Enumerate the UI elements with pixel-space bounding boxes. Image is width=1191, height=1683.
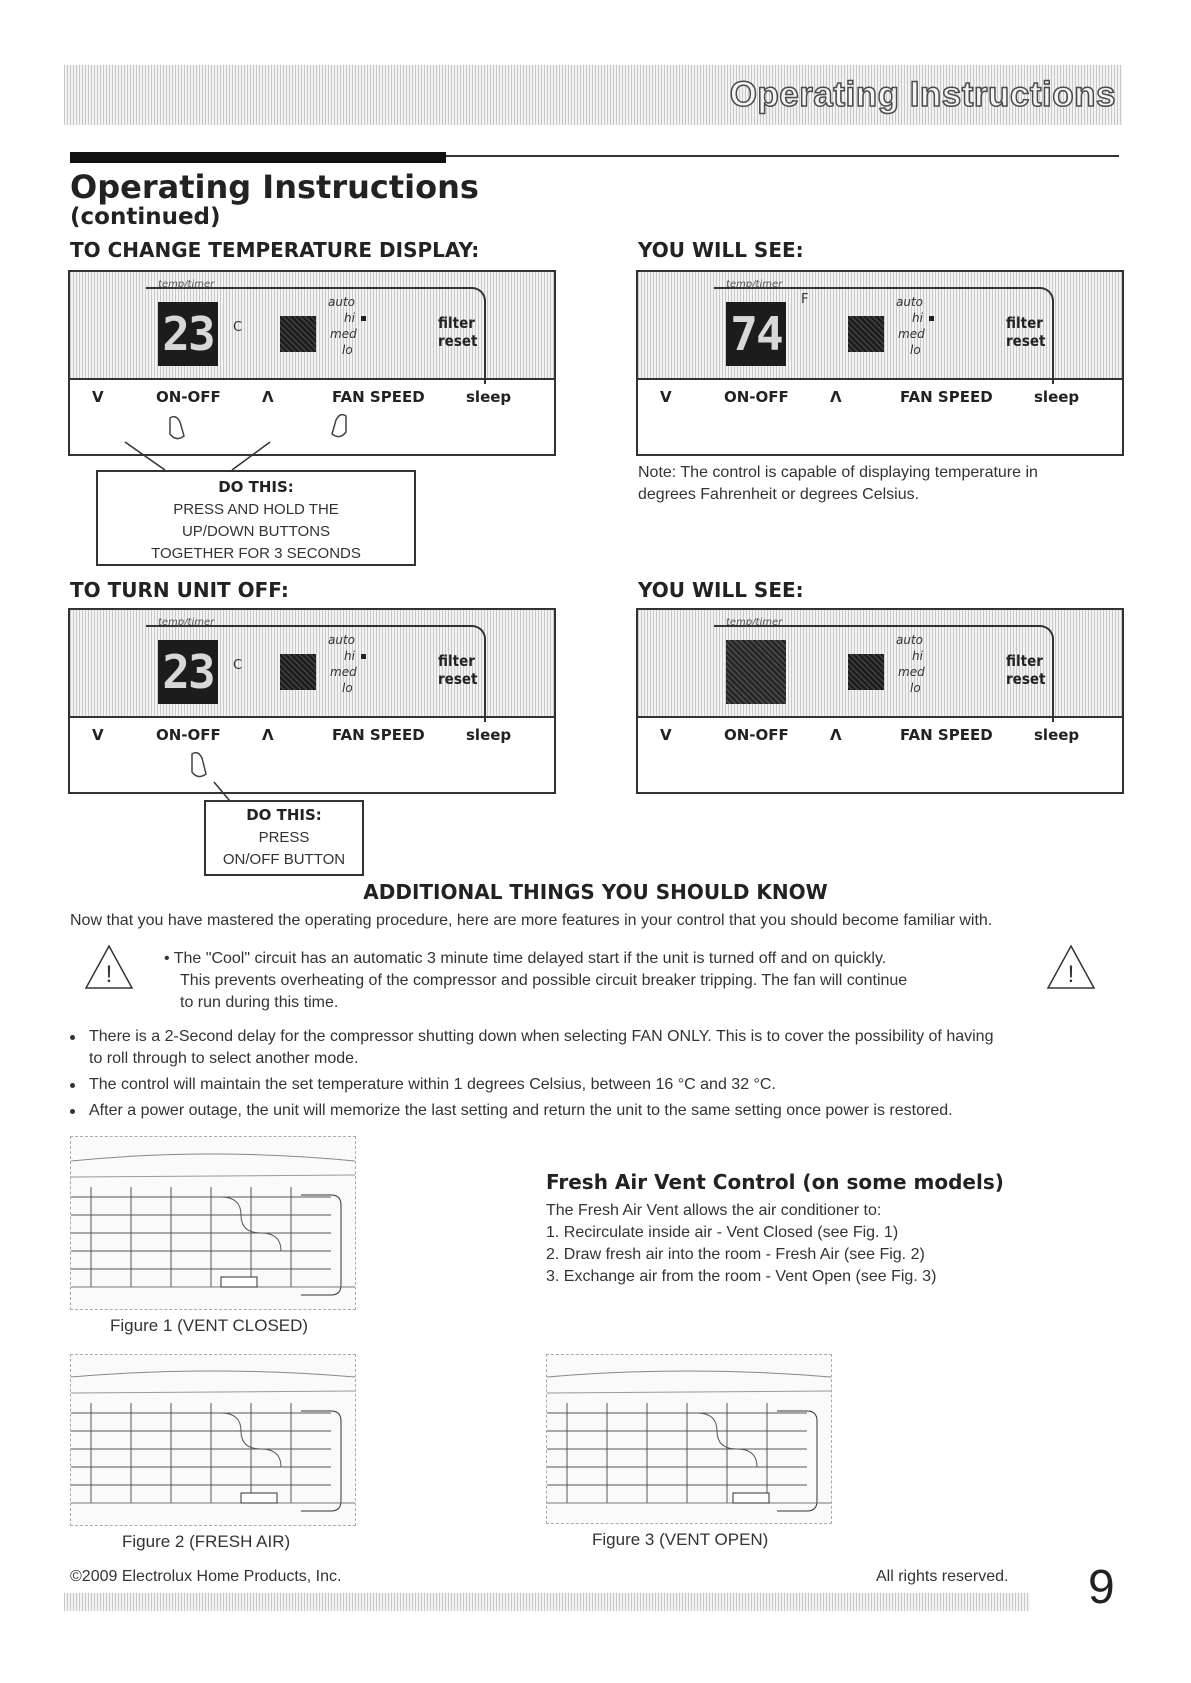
unit-indicator: F [801,292,809,307]
instruction-box-1: DO THIS: PRESS AND HOLD THE UP/DOWN BUTTONS TOGETHER FOR 3 SECONDS [96,470,416,566]
fan-speed-button[interactable]: FAN SPEED [900,726,993,744]
copyright: ©2009 Electrolux Home Products, Inc. [70,1568,342,1585]
up-button[interactable]: Λ [262,726,274,744]
header-banner [64,65,1122,125]
on-off-button[interactable]: ON-OFF [724,388,789,406]
note-text: Note: The control is capable of displaying temperature in degrees Fahrenheit or degrees Celsius. [638,464,1038,503]
figure-2-caption: Figure 2 (FRESH AIR) [122,1532,291,1551]
up-button[interactable]: Λ [262,388,274,406]
filter-reset-button[interactable]: filter reset [438,652,478,688]
heading-rule-thin [446,155,1119,157]
temperature-display-blank [726,640,786,704]
instruction-box-2: DO THIS: PRESS ON/OFF BUTTON [204,800,364,876]
unit-indicator: C [233,320,243,335]
sleep-button[interactable]: sleep [1034,388,1080,406]
warning-icon-left [84,944,134,990]
up-button[interactable]: Λ [830,388,842,406]
filter-reset-button[interactable]: filter reset [438,314,478,350]
page-number: 9 [1088,1561,1115,1614]
on-off-button[interactable]: ON-OFF [724,726,789,744]
control-panel-3: temp/timer 23 C auto hi med lo filter reset V ON-OFF Λ FAN SPEED sleep [68,608,556,794]
page-title: Operating Instructions [70,168,479,206]
bullet-item: The control will maintain the set temperature within 1 degrees Celsius, between 16 °C and 32 °C. [70,1074,1110,1096]
svg-text:!: ! [1067,961,1075,988]
rights-reserved: All rights reserved. [876,1568,1009,1585]
temperature-display: 74 [726,302,786,366]
fan-speed-indicators: auto hi med lo [328,294,355,358]
bullet-item: After a power outage, the unit will memorize the last setting and return the unit to the same setting once power is restored. [70,1100,1110,1122]
fan-speed-button[interactable]: FAN SPEED [900,388,993,406]
banner-title: Operating Instructions [729,75,1116,114]
down-button[interactable]: V [92,726,104,744]
temp-timer-label: temp/timer [158,279,215,290]
figure-fresh-air [70,1354,356,1526]
down-button[interactable]: V [660,726,672,744]
timer-display [848,654,884,690]
filter-reset-button[interactable]: filter reset [1006,314,1046,350]
figure-vent-open [546,1354,832,1524]
figure-3-caption: Figure 3 (VENT OPEN) [592,1530,769,1549]
control-panel-4: temp/timer auto hi med lo filter reset V ON-OFF Λ FAN SPEED sleep [636,608,1124,794]
additional-title: ADDITIONAL THINGS YOU SHOULD KNOW [363,880,828,904]
section-you-will-see-1: YOU WILL SEE: [638,238,804,262]
warning-text: • The "Cool" circuit has an automatic 3 minute time delayed start if the unit is turned off and on quickly. This prevents overheating of the compressor and possible circuit breaker tripping. The fan will continue to run during this time. [164,950,908,1011]
down-button[interactable]: V [92,388,104,406]
timer-display [848,316,884,352]
down-button[interactable]: V [660,388,672,406]
warning-icon-right [1046,944,1096,990]
fan-speed-indicators: auto hi med lo [328,632,355,696]
section-turn-off: TO TURN UNIT OFF: [70,578,289,602]
on-off-button[interactable]: ON-OFF [156,388,221,406]
sleep-button[interactable]: sleep [466,388,512,406]
filter-reset-button[interactable]: filter reset [1006,652,1046,688]
page-subtitle: (continued) [70,204,221,230]
control-panel-1 [68,270,556,456]
sleep-button[interactable]: sleep [1034,726,1080,744]
on-off-button[interactable]: ON-OFF [156,726,221,744]
section-change-temp: TO CHANGE TEMPERATURE DISPLAY: [70,238,480,262]
timer-display [280,654,316,690]
footer-bar [64,1593,1030,1611]
control-panel-2: temp/timer 74 F auto hi med lo filter reset V ON-OFF Λ FAN SPEED sleep [636,270,1124,456]
heading-rule [70,152,446,163]
sleep-button[interactable]: sleep [466,726,512,744]
svg-text:!: ! [105,961,113,988]
fan-speed-indicators: auto hi med lo [896,294,923,358]
timer-display [280,316,316,352]
fan-speed-indicators: auto hi med lo [896,633,925,695]
fresh-air-list: The Fresh Air Vent allows the air conditioner to: 1. Recirculate inside air - Vent Closed (see Fig. 1) 2. Draw fresh air into the room - Fresh Air (see Fig. 2) 3. Exchange air from the room - Vent Open (see Fig. 3) [546,1202,937,1285]
temperature-display: 23 [158,302,218,366]
fan-speed-button[interactable]: FAN SPEED [332,726,425,744]
temperature-display: 23 [158,640,218,704]
fan-speed-button[interactable]: FAN SPEED [332,388,425,406]
figure-vent-closed [70,1136,356,1310]
additional-intro: Now that you have mastered the operating procedure, here are more features in your control that you should become familiar with. [70,912,993,929]
section-you-will-see-2: YOU WILL SEE: [638,578,804,602]
figure-1-caption: Figure 1 (VENT CLOSED) [110,1316,309,1335]
up-button[interactable]: Λ [830,726,842,744]
fresh-air-title: Fresh Air Vent Control (on some models) [546,1170,1004,1194]
unit-indicator: C [233,658,243,673]
bullet-item: There is a 2-Second delay for the compressor shutting down when selecting FAN ONLY. This is to cover the possibility of having to roll through to select another mode. [70,1026,1110,1070]
